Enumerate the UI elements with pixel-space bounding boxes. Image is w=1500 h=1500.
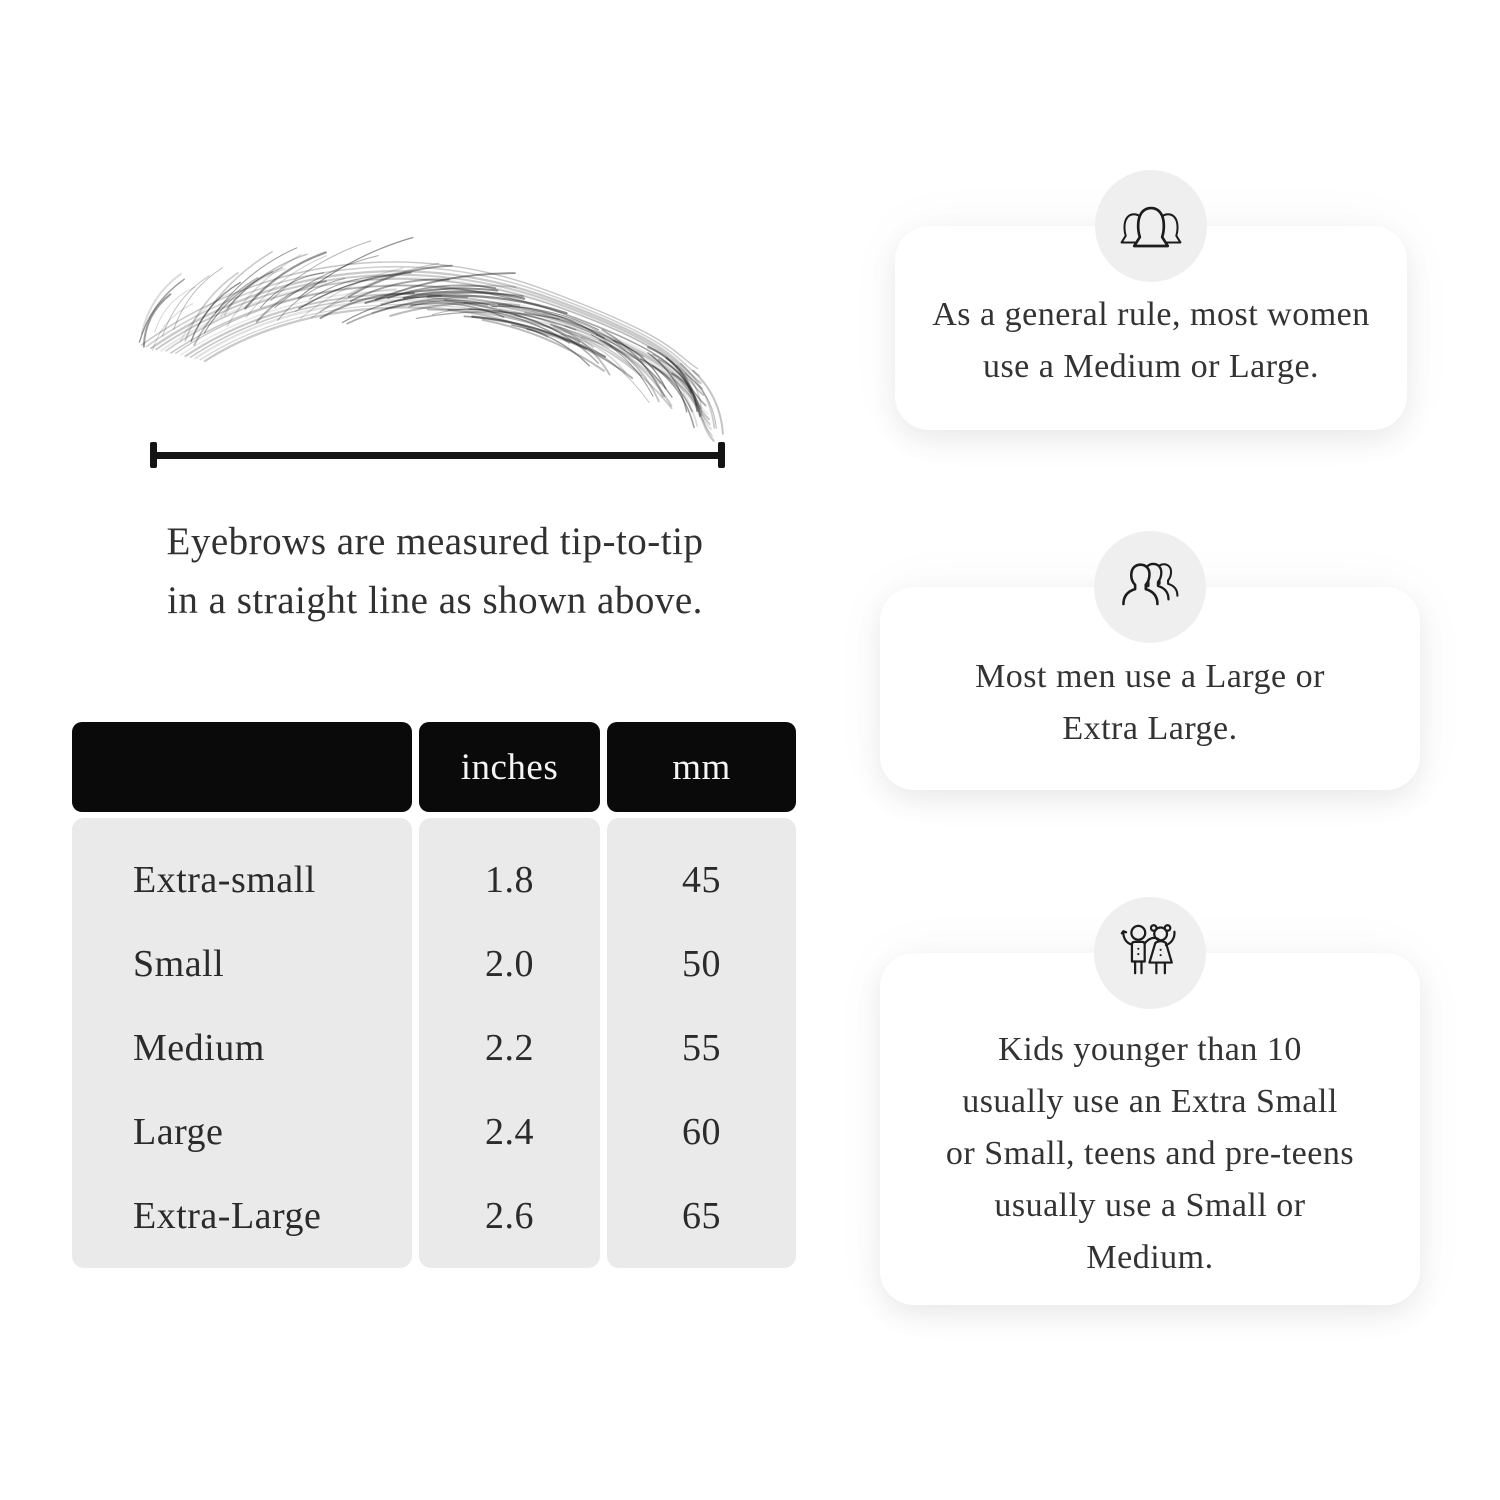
header-cell-size [72,722,412,812]
card-text-women: As a general rule, most women use a Medium or Large. [932,296,1370,385]
inches-cell: 1.8 [485,859,534,901]
size-cell: Extra-Large [133,1195,322,1237]
inches-cell: 2.6 [485,1195,534,1237]
inches-cell: 2.2 [485,1027,534,1069]
measurement-line [150,442,725,468]
inches-cell: 2.0 [485,943,534,985]
men-group-icon [1094,531,1206,643]
measurement-bar [155,452,720,459]
figure-caption-line1: Eyebrows are measured tip-to-tip [166,520,704,563]
kids-icon [1094,897,1206,1009]
size-cell: Small [133,943,225,985]
info-card-men [880,587,1420,790]
women-group-icon [1095,170,1207,282]
mm-cell: 65 [682,1195,721,1237]
inches-cell: 2.4 [485,1111,534,1153]
header-cell-inches: inches [419,722,600,812]
size-table [72,722,796,1268]
measurement-tick-right [718,442,725,468]
inches-column [419,818,600,1268]
figure-caption-line2: in a straight line as shown above. [167,579,703,622]
mm-cell: 45 [682,859,721,901]
figure-caption [105,512,765,630]
info-card-kids [880,953,1420,1305]
table-body [72,818,796,1268]
mm-cell: 60 [682,1111,721,1153]
size-cell: Large [133,1111,224,1153]
info-card-women [895,226,1407,430]
card-text-men: Most men use a Large or Extra Large. [975,657,1325,747]
eyebrow-illustration [115,238,750,443]
mm-column [607,818,796,1268]
table-header-row [72,722,796,812]
eyebrow-sketch-svg [115,238,750,443]
card-text-kids: Kids younger than 10 usually use an Extra Small or Small, teens and pre-teens usually use a Small or Medium. [945,1031,1355,1276]
size-column [72,818,412,1268]
size-cell: Medium [133,1027,265,1069]
mm-cell: 55 [682,1027,721,1069]
mm-cell: 50 [682,943,721,985]
size-cell: Extra-small [133,859,316,901]
header-cell-mm: mm [607,722,796,812]
